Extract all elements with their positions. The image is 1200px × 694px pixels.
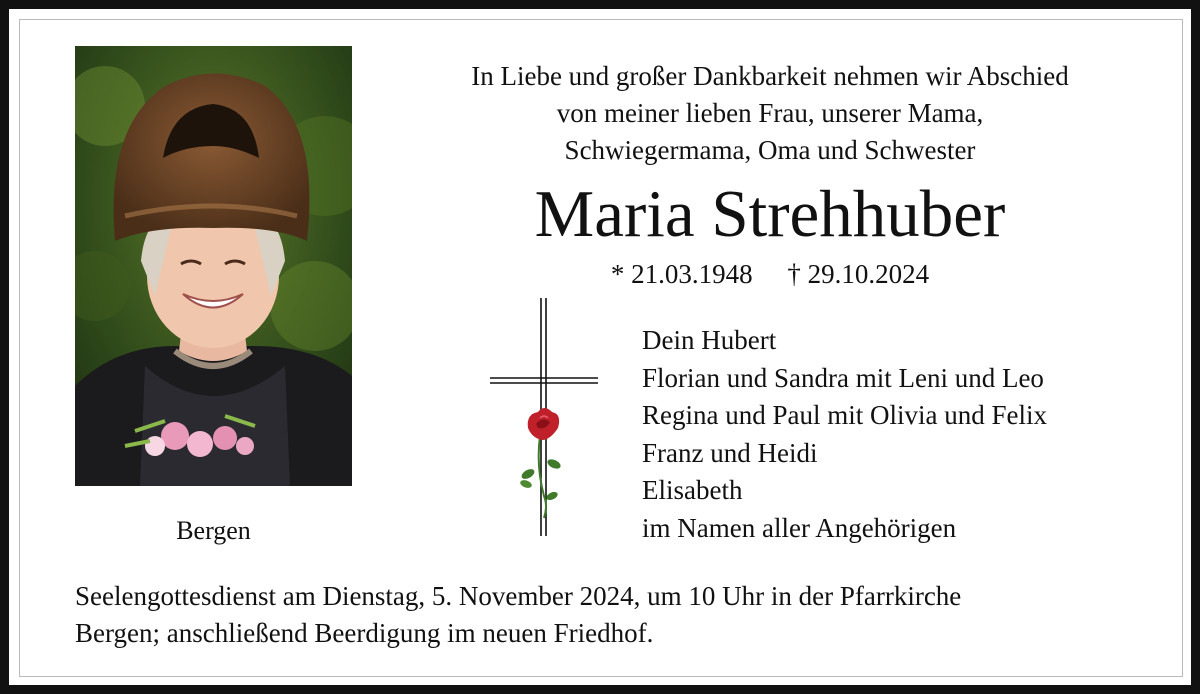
deceased-name: Maria Strehhuber [534,177,1006,251]
intro-line: Schwiegermama, Oma und Schwester [564,135,976,165]
birth-date: * 21.03.1948 [610,259,753,289]
mourner-line: Elisabeth [642,475,743,505]
service-line: Seelengottesdienst am Dienstag, 5. November 2024, um 10 Uhr in der Pfarrkirche [75,581,962,611]
mourner-line: im Namen aller Angehörigen [642,512,957,543]
intro-line: In Liebe und großer Dankbarkeit nehmen wir Abschied [471,61,1069,91]
mourner-line: Regina und Paul mit Olivia und Felix [642,400,1047,430]
mourner-line: Franz und Heidi [642,437,818,468]
service-announcement [75,578,1165,652]
mourner-line: Florian und Sandra mit Leni und Leo [642,362,1044,393]
intro-line: von meiner lieben Frau, unserer Mama, [556,98,984,128]
cross-with-rose-icon [488,296,600,540]
mourners-list [642,322,1047,547]
intro-text [370,58,1170,169]
portrait-photo [75,46,352,486]
place-of-residence: Bergen [176,516,251,545]
mourner-line: Dein Hubert [642,325,777,355]
death-date: † 29.10.2024 [787,259,930,289]
service-line: Bergen; anschließend Beerdigung im neuen Friedhof. [75,618,654,648]
life-dates [370,259,1170,290]
